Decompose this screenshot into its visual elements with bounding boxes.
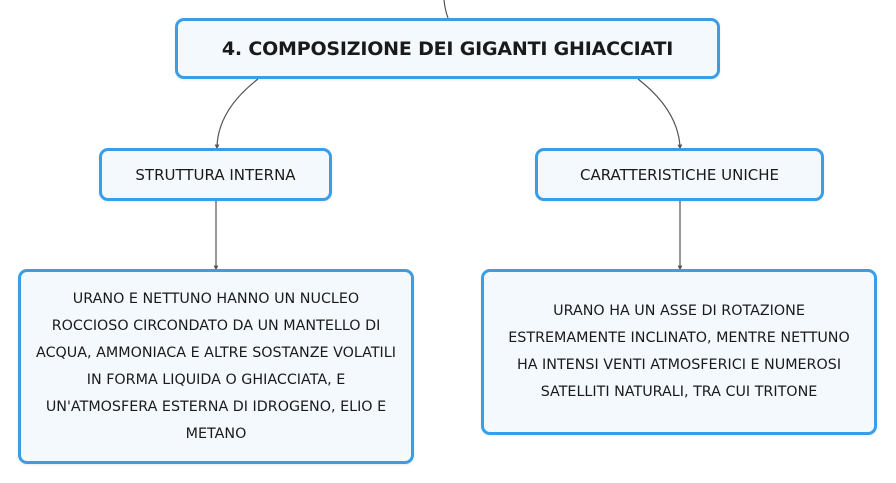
topic-node-caratteristiche-uniche[interactable] (535, 148, 824, 201)
root-topic-node[interactable] (175, 18, 720, 79)
connector-parent-to-root (444, 0, 448, 18)
detail-node-struttura-interna[interactable] (18, 269, 414, 464)
detail-text-struttura-interna: URANO E NETTUNO HANNO UN NUCLEO ROCCIOSO CIRCONDATO DA UN MANTELLO DI ACQUA, AMMONIACA E ALTRE SOSTANZE VOLATILI IN FORMA LIQUIDA O GHIACCIATA, E UN'ATMOSFERA ESTERNA DI IDROGENO, ELIO E METANO (36, 290, 396, 442)
detail-node-caratteristiche-uniche[interactable] (481, 269, 877, 435)
topic-label-struttura-interna: STRUTTURA INTERNA (135, 165, 296, 184)
connector-root-to-caratteristiche (638, 79, 680, 147)
connector-root-to-struttura (217, 79, 258, 147)
detail-text-caratteristiche-uniche: URANO HA UN ASSE DI ROTAZIONE ESTREMAMENTE INCLINATO, MENTRE NETTUNO HA INTENSI VENTI ATMOSFERICI E NUMEROSI SATELLITI NATURALI, TRA CUI TRITONE (508, 303, 850, 400)
root-topic-label: 4. COMPOSIZIONE DEI GIGANTI GHIACCIATI (221, 37, 674, 60)
topic-node-struttura-interna[interactable] (99, 148, 332, 201)
topic-label-caratteristiche-uniche: CARATTERISTICHE UNICHE (580, 165, 779, 184)
